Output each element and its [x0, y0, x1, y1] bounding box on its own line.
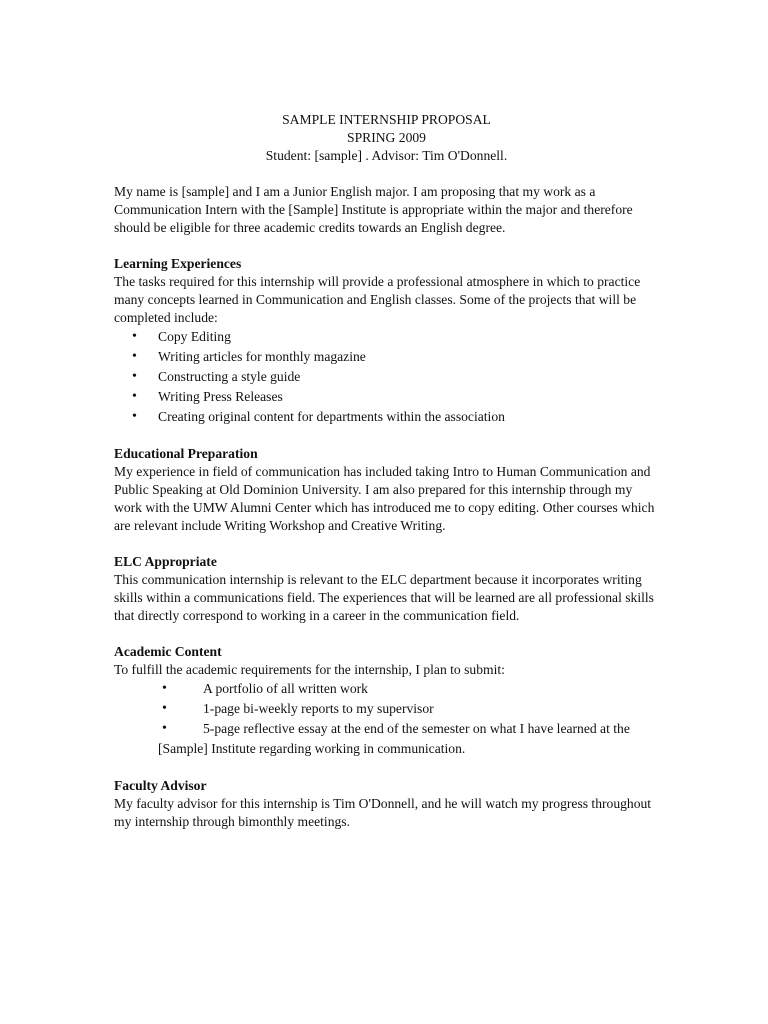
- list-item: • Writing Press Releases: [114, 387, 659, 407]
- learning-list: [114, 327, 659, 427]
- section-body: My experience in field of communication has included taking Intro to Human Communication and Public Speaking at Old Dominion University. I am also prepared for this internship through my work with the UMW Alumni Center which has introduced me to copy editing. Other courses which are relevant include Writing Workshop and Creative Writing.: [114, 464, 655, 533]
- section-learning-experiences: [114, 255, 659, 427]
- section-elc-appropriate: [114, 553, 659, 625]
- section-body: The tasks required for this internship will provide a professional atmosphere in which to practice many concepts learned in Communication and English classes. Some of the projects that will be completed include:: [114, 274, 641, 325]
- document-title: SAMPLE INTERNSHIP PROPOSAL: [282, 112, 491, 127]
- list-item: • Writing articles for monthly magazine: [114, 347, 659, 367]
- list-item-text: A portfolio of all written work: [203, 681, 368, 696]
- student-advisor-line: Student: [sample] . Advisor: Tim O'Donnell.: [265, 148, 508, 163]
- section-body: To fulfill the academic requirements for the internship, I plan to submit:: [114, 662, 505, 677]
- section-body: This communication internship is relevant to the ELC department because it incorporates writing skills within a communications field. The experiences that will be learned are all professional skills that directly correspond to working in a career in the communication field.: [114, 572, 654, 623]
- list-item: • Constructing a style guide: [114, 367, 659, 387]
- list-item: [114, 719, 659, 759]
- academic-list: [114, 679, 659, 759]
- list-item-text: 5-page reflective essay at the end of the semester on what I have learned at the [Sample] Institute regarding working in communication.: [158, 721, 630, 756]
- document-body: [114, 111, 659, 849]
- section-heading: Academic Content: [114, 644, 222, 659]
- section-heading: ELC Appropriate: [114, 554, 217, 569]
- section-heading: Learning Experiences: [114, 256, 242, 271]
- section-academic-content: [114, 643, 659, 759]
- section-heading: Faculty Advisor: [114, 778, 207, 793]
- list-item: [114, 699, 659, 719]
- list-item-text: 1-page bi-weekly reports to my supervisor: [203, 701, 434, 716]
- title-block: [114, 111, 659, 165]
- list-item: [114, 679, 659, 699]
- section-faculty-advisor: [114, 777, 659, 831]
- section-educational-preparation: [114, 445, 659, 535]
- section-body: My faculty advisor for this internship is Tim O'Donnell, and he will watch my progress throughout my internship through bimonthly meetings.: [114, 796, 652, 829]
- intro-paragraph: My name is [sample] and I am a Junior English major. I am proposing that my work as a Communication Intern with the [Sample] Institute is appropriate within the major and therefore should be eligible for three academic credits towards an English degree.: [114, 184, 633, 235]
- list-item: • Creating original content for departments within the association: [114, 407, 659, 427]
- document-term: SPRING 2009: [347, 130, 426, 145]
- section-heading: Educational Preparation: [114, 446, 258, 461]
- list-item: • Copy Editing: [114, 327, 659, 347]
